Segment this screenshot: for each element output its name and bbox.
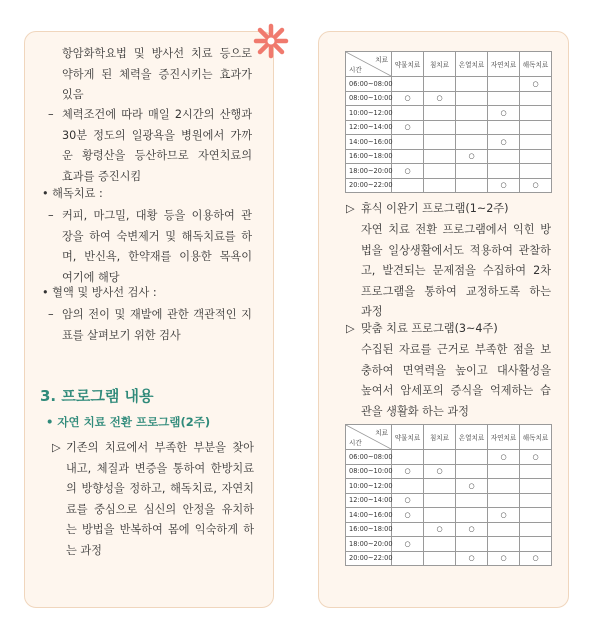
dash-mark: – [48, 209, 54, 222]
text-line: 기존의 치료에서 부족한 부분을 찾아 [66, 441, 254, 454]
triangle-mark: ▷ [346, 202, 355, 215]
treatment-mark-cell [456, 120, 488, 135]
treatment-mark-cell [520, 91, 552, 106]
text-line: 있음 [62, 88, 84, 101]
bullet-test-label: • 혈액 및 방사선 검사 : [42, 286, 157, 299]
flower-decoration-icon [252, 22, 290, 60]
treatment-mark-cell [424, 120, 456, 135]
text-line: 여기에 해당 [62, 270, 120, 284]
table-row [346, 77, 552, 92]
time-slot-cell: 14:00~16:00 [346, 135, 392, 150]
treatment-mark-cell [456, 77, 488, 92]
text-line: 관을 생활화 하는 과정 [361, 404, 469, 418]
corner-top-label: 치료 [375, 56, 388, 64]
treatment-mark-cell [456, 493, 488, 508]
table-row [346, 450, 552, 465]
treatment-mark-cell [488, 537, 520, 552]
time-slot-cell: 10:00~12:00 [346, 106, 392, 121]
treatment-mark-cell: ○ [488, 450, 520, 465]
treatment-mark-cell: ○ [392, 493, 424, 508]
treatment-mark-cell: ○ [424, 464, 456, 479]
column-header: 약물치료 [392, 52, 424, 77]
text-line: 장을 하여 숙변제거 및 해독치료를 하 [62, 229, 252, 243]
treatment-mark-cell [488, 91, 520, 106]
corner-bottom-label: 시간 [349, 66, 362, 74]
treatment-mark-cell [488, 464, 520, 479]
text-line: 수집된 자료를 근거로 부족한 점을 보 [361, 343, 551, 356]
treatment-mark-cell [456, 91, 488, 106]
treatment-mark-cell: ○ [488, 551, 520, 566]
treatment-mark-cell [392, 106, 424, 121]
text-line: 내고, 체질과 변증을 통하여 한방치료 [66, 461, 254, 475]
text-line: 충하여 면역력을 높이고 대사활성을 [361, 363, 551, 377]
treatment-mark-cell [520, 106, 552, 121]
treatment-mark-cell [424, 537, 456, 552]
treatment-mark-cell [456, 508, 488, 523]
treatment-mark-cell [392, 149, 424, 164]
text-line: 프로그램을 통하여 교정하도록 하는 [361, 284, 551, 298]
treatment-mark-cell [520, 120, 552, 135]
time-slot-cell: 06:00~08:00 [346, 450, 392, 465]
triangle-mark: ▷ [346, 322, 355, 335]
table-row [346, 106, 552, 121]
column-header: 침치료 [424, 425, 456, 450]
treatment-mark-cell [424, 493, 456, 508]
treatment-mark-cell: ○ [456, 479, 488, 494]
time-slot-cell: 20:00~22:00 [346, 551, 392, 566]
table-row [346, 493, 552, 508]
treatment-mark-cell [488, 493, 520, 508]
treatment-mark-cell [488, 479, 520, 494]
time-slot-cell: 10:00~12:00 [346, 479, 392, 494]
table-row [346, 149, 552, 164]
treatment-mark-cell [520, 493, 552, 508]
triangle-mark: ▷ [52, 441, 61, 454]
sub-title: • 자연 치료 전환 프로그램(2주) [46, 415, 211, 429]
column-header: 해독치료 [520, 52, 552, 77]
time-slot-cell: 20:00~22:00 [346, 178, 392, 193]
treatment-mark-cell [488, 77, 520, 92]
column-header: 침치료 [424, 52, 456, 77]
table-row [346, 537, 552, 552]
text-line: 커피, 마그밀, 대황 등을 이용하여 관 [62, 209, 252, 222]
treatment-mark-cell [456, 537, 488, 552]
treatment-mark-cell [456, 464, 488, 479]
text-line: 며, 반신욕, 한약재를 이용한 목욕이 [62, 250, 252, 263]
treatment-mark-cell [520, 135, 552, 150]
table-row [346, 479, 552, 494]
treatment-mark-cell [520, 537, 552, 552]
text-line: 약하게 된 체력을 증진시키는 효과가 [62, 67, 252, 81]
text-line: 는 과정 [66, 543, 102, 557]
text-line: 법을 일상생활에서도 적용하여 관찰하 [361, 243, 551, 257]
treatment-mark-cell [520, 149, 552, 164]
text-line: 운 황령산을 등산하므로 자연치료의 [62, 149, 252, 162]
treatment-mark-cell [424, 178, 456, 193]
schedule-table-2 [345, 424, 552, 566]
rest-program-title: 휴식 이완기 프로그램(1~2주) [361, 202, 509, 215]
rest-program-paragraph [361, 220, 551, 323]
treatment-mark-cell: ○ [488, 135, 520, 150]
treatment-mark-cell [456, 106, 488, 121]
transition-paragraph [66, 438, 254, 561]
column-header: 해독치료 [520, 425, 552, 450]
treatment-mark-cell [488, 120, 520, 135]
table-row [346, 120, 552, 135]
treatment-mark-cell [520, 464, 552, 479]
test-paragraph [62, 305, 252, 346]
treatment-mark-cell [392, 522, 424, 537]
time-slot-cell: 18:00~20:00 [346, 537, 392, 552]
treatment-mark-cell [520, 508, 552, 523]
text-line: 자연 치료 전환 프로그램에서 익힌 방 [361, 223, 551, 236]
treatment-mark-cell [392, 135, 424, 150]
treatment-mark-cell: ○ [488, 106, 520, 121]
table-corner-cell [346, 425, 392, 450]
text-line: 료를 중심으로 심신의 안정을 유치하 [66, 502, 254, 516]
treatment-mark-cell: ○ [456, 149, 488, 164]
treatment-mark-cell [424, 450, 456, 465]
treatment-mark-cell [424, 551, 456, 566]
custom-program-paragraph [361, 340, 551, 422]
treatment-mark-cell [488, 149, 520, 164]
treatment-mark-cell: ○ [392, 164, 424, 179]
text-line: 30분 정도의 일광욕을 병원에서 가까 [62, 128, 252, 142]
bullet-detox-label: • 해독치료 : [42, 187, 103, 200]
custom-program-title: 맞춤 치료 프로그램(3~4주) [361, 322, 498, 335]
treatment-mark-cell: ○ [456, 522, 488, 537]
column-header: 자연치료 [488, 425, 520, 450]
treatment-mark-cell [424, 508, 456, 523]
treatment-mark-cell [424, 77, 456, 92]
treatment-mark-cell: ○ [392, 508, 424, 523]
intro-paragraph [62, 44, 252, 106]
time-slot-cell: 16:00~18:00 [346, 522, 392, 537]
treatment-mark-cell: ○ [424, 91, 456, 106]
time-slot-cell: 12:00~14:00 [346, 120, 392, 135]
corner-top-label: 치료 [375, 429, 388, 437]
treatment-mark-cell [424, 164, 456, 179]
treatment-mark-cell [392, 77, 424, 92]
treatment-mark-cell: ○ [520, 77, 552, 92]
treatment-mark-cell [520, 522, 552, 537]
treatment-mark-cell [488, 522, 520, 537]
table-row [346, 178, 552, 193]
treatment-mark-cell: ○ [392, 120, 424, 135]
treatment-mark-cell [392, 450, 424, 465]
text-line: 고, 발견되는 문제점을 수집하여 2차 [361, 264, 551, 277]
treatment-mark-cell: ○ [456, 551, 488, 566]
treatment-mark-cell [488, 164, 520, 179]
column-header: 온열치료 [456, 425, 488, 450]
treatment-mark-cell: ○ [520, 450, 552, 465]
schedule-table-1 [345, 51, 552, 193]
text-line: 암의 전이 및 재발에 관한 객관적인 지 [62, 308, 252, 321]
treatment-mark-cell: ○ [392, 537, 424, 552]
column-header: 약물치료 [392, 425, 424, 450]
treatment-mark-cell [424, 479, 456, 494]
table-row [346, 164, 552, 179]
table-row [346, 91, 552, 106]
treatment-mark-cell [456, 164, 488, 179]
corner-bottom-label: 시간 [349, 439, 362, 447]
table-row [346, 551, 552, 566]
section-title: 3. 프로그램 내용 [40, 387, 154, 405]
dash-mark: – [48, 308, 54, 321]
table-row [346, 464, 552, 479]
table-row [346, 522, 552, 537]
table-row [346, 508, 552, 523]
treatment-mark-cell [520, 164, 552, 179]
text-line: 과정 [361, 305, 383, 318]
time-slot-cell: 12:00~14:00 [346, 493, 392, 508]
time-slot-cell: 16:00~18:00 [346, 149, 392, 164]
column-header: 자연치료 [488, 52, 520, 77]
time-slot-cell: 14:00~16:00 [346, 508, 392, 523]
treatment-mark-cell: ○ [392, 91, 424, 106]
text-line: 체력조건에 따라 매일 2시간의 산행과 [62, 108, 252, 121]
treatment-mark-cell: ○ [488, 178, 520, 193]
treatment-mark-cell [456, 135, 488, 150]
text-line: 항암화학요법 및 방사선 치료 등으로 [62, 47, 252, 60]
hiking-paragraph [62, 105, 252, 187]
treatment-mark-cell [392, 178, 424, 193]
text-line: 의 방향성을 정하고, 해독치료, 자연치 [66, 482, 254, 495]
table-row [346, 135, 552, 150]
table-corner-cell [346, 52, 392, 77]
text-line: 표를 살펴보기 위한 검사 [62, 328, 181, 342]
time-slot-cell: 08:00~10:00 [346, 91, 392, 106]
treatment-mark-cell [392, 479, 424, 494]
table-header-row [346, 425, 552, 450]
treatment-mark-cell: ○ [520, 178, 552, 193]
treatment-mark-cell: ○ [520, 551, 552, 566]
treatment-mark-cell [392, 551, 424, 566]
treatment-mark-cell [456, 450, 488, 465]
time-slot-cell: 18:00~20:00 [346, 164, 392, 179]
detox-paragraph [62, 206, 252, 288]
time-slot-cell: 08:00~10:00 [346, 464, 392, 479]
dash-mark: – [48, 108, 54, 121]
text-line: 효과를 증진시킴 [62, 169, 142, 183]
column-header: 온열치료 [456, 52, 488, 77]
treatment-mark-cell [520, 479, 552, 494]
treatment-mark-cell: ○ [424, 522, 456, 537]
text-line: 높여서 암세포의 증식을 억제하는 습 [361, 384, 551, 397]
treatment-mark-cell: ○ [488, 508, 520, 523]
treatment-mark-cell [456, 178, 488, 193]
text-line: 는 방법을 반복하여 몸에 익숙하게 하 [66, 523, 254, 536]
time-slot-cell: 06:00~08:00 [346, 77, 392, 92]
treatment-mark-cell [424, 135, 456, 150]
treatment-mark-cell [424, 149, 456, 164]
treatment-mark-cell [424, 106, 456, 121]
table-header-row [346, 52, 552, 77]
treatment-mark-cell: ○ [392, 464, 424, 479]
